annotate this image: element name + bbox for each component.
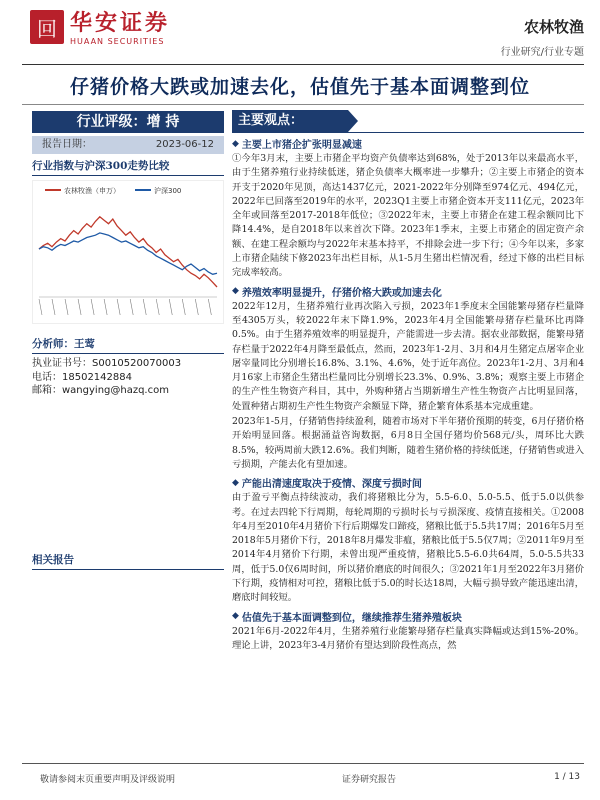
title-divider [22, 104, 584, 105]
rating-banner [32, 111, 224, 133]
report-type: 行业研究/行业专题 [500, 47, 584, 58]
section-heading [232, 475, 584, 490]
chart-title: 行业指数与沪深300走势比较 [32, 158, 224, 176]
logo-mark-icon: 回 [30, 10, 64, 44]
diamond-bullet-icon: ◆ [232, 477, 239, 488]
section-paragraph: 由于盈亏平衡点持续波动，我们将猪粮比分为，5.5-6.0、5.0-5.5、低于5.0以供参考。在过去四轮下行周期，每轮周期的亏损时长与亏损深度、疫情直接相关。①2008年4月至2010年4月猪价下行后期爆发口蹄疫，猪粮比低于5.5共17周；2016年5月至2018年5月猪价下行，2018年8月爆发非瘟，猪粮比低于5.5仅7周；②2011年9月至2014年4月猪价下行期，未曾出现严重疫情，猪粮比5.5-6.0共64周，5.0-5.5共33周，低于5.0仅6周时间，所以猪价磨底的时间很久；③2021年1月至2022年3月猪价下行期，疫情相对可控，猪粮比低于5.0的时长达18周，大幅亏损导致产能迅速出清，磨底时间较短。 [232, 492, 585, 604]
sections-container [232, 136, 584, 653]
section-heading-text: 估值先于基本面调整到位，继续推荐生猪养殖板块 [241, 612, 462, 624]
date-value: 2023-06-12 [155, 139, 214, 150]
index-comparison-chart [32, 180, 224, 324]
footer-disclaimer: 敬请参阅末页重要声明及评级说明 [40, 775, 176, 785]
diamond-bullet-icon: ◆ [232, 286, 239, 297]
header-right [501, 16, 584, 58]
report-date-bar [32, 136, 224, 154]
footer-divider [22, 763, 584, 764]
x-tick-mark [117, 299, 120, 315]
x-tick-mark [169, 299, 172, 315]
footer-page-number: 1 / 13 [554, 772, 580, 782]
license-number: 执业证书号：S0010520070003 [32, 358, 182, 369]
x-tick-mark [156, 299, 159, 315]
report-title: 仔猪价格大跌或加速去化，估值先于基本面调整到位 [69, 76, 530, 98]
section-heading-text: 主要上市猪企扩张明显减速 [241, 140, 362, 151]
view-divider [232, 132, 584, 133]
industry-name: 农林牧渔 [523, 18, 584, 36]
diamond-bullet-icon: ◆ [232, 611, 239, 622]
x-tick-mark [78, 299, 81, 315]
section-heading [232, 136, 584, 151]
left-sidebar [32, 108, 224, 398]
diamond-bullet-icon: ◆ [232, 138, 239, 149]
footer-report-label: 证券研究报告 [342, 775, 397, 785]
analyst-info [32, 357, 224, 398]
x-tick-mark [104, 299, 107, 315]
company-logo [30, 10, 170, 56]
x-tick-mark [65, 299, 68, 315]
section-heading [232, 284, 584, 299]
email-address[interactable]: 邮箱：wangying@hazq.com [32, 385, 169, 396]
x-tick-mark [195, 299, 198, 315]
section-paragraph: 2021年6月-2022年4月，生猪养殖行业能繁母猪存栏量真实降幅或达到15%-20%。理论上讲，2023年3-4月猪价有望达到阶段性高点，然 [232, 625, 584, 651]
section-paragraph: 2022年12月，生猪养殖行业再次陷入亏损，2023年1季度末全国能繁母猪存栏量降至4305万头，较2022年末下降1.9%，2023年4月全国能繁母猪存栏量环比再降0.5%。由于生猪养殖效率的明显提升，产能需进一步去清。据农业部数据，能繁母猪存栏量于2022年4月降至最低点，然而，2023年1-2月、3月和4月生猪定点屠宰企业屠宰量同比分别增长16.8%、3.1%、4.6%，处于近年高位。2023年1-2月、3月和4月16家上市猪企生猪出栏量同比分别增长23.3%、0.9%、3.8%；观察主要上市猪企的生产性生物资产科目，其中，外购种猪占当期新增生产性生物资产占比明显回落，处置种猪占期初生产性生物资产余额显下降，猪企繁育体系基本完成重建。 [232, 300, 584, 412]
section-heading [232, 609, 584, 624]
main-view-title: 主要观点： [232, 110, 348, 132]
logo-english-name: HUAAN SECURITIES [70, 37, 165, 46]
section-heading-text: 养殖效率明显提升，仔猪价格大跌或加速去化 [241, 287, 442, 299]
x-tick-mark [39, 299, 42, 315]
x-tick-mark [52, 299, 55, 315]
series-line [39, 217, 217, 287]
section-paragraph: ①今年3月末，主要上市猪企平均资产负债率达到68%，处于2013年以来最高水平，由于生猪养殖行业持续低迷，猪企负债率大概率进一步攀升；②主要上市猪企的资本开支于2020年见顶，高达1437亿元，2021-2022年分别降至974亿元、494亿元，2022年已回落至2019年的水平，2023Q1主要上市猪企资本开支111亿元，2023年全年或回落至2017-2018年低位；③2022年末，主要上市猪企在建工程余额同比下降14.4%，是自2018年以来首次下降。2023年1季末，主要上市猪企的固定资产余额、在建工程余额均与2022年末基本持平，不排除会进一步下行；④今年以来，多家上市猪企陆续下修2023年出栏目标，从1-5月生猪出栏情况看，经过下修的出栏目标完成率较高。 [232, 153, 584, 279]
section-paragraph: 2023年1-5月，仔猪销售持续盈利，随着市场对下半年猪价预期的转变，6月仔猪价格开始明显回落。根据涌益咨询数据，6月8日全国仔猪均价568元/头，周环比大跌8.5%，较两周前大跌12.6%。我们判断，随着生猪价格的持续低迷，仔猪销售或进入亏损期，产能去化有望加速。 [232, 416, 584, 470]
header-divider [22, 64, 584, 65]
x-tick-mark [208, 299, 211, 315]
date-label: 报告日期： [42, 139, 92, 150]
x-tick-mark [143, 299, 146, 315]
x-tick-mark [182, 299, 185, 315]
x-tick-mark [130, 299, 133, 315]
analyst-title: 分析师：王莺 [32, 336, 224, 354]
legend-label: 农林牧渔（申万） [64, 187, 120, 195]
rating-label: 行业评级： [76, 114, 147, 130]
chart-svg [33, 181, 223, 321]
phone-number: 电话：18502142884 [32, 371, 132, 383]
rating-value: 增 持 [146, 114, 180, 130]
logo-chinese-name: 华安证券 [70, 10, 171, 36]
related-reports-title: 相关报告 [32, 552, 224, 570]
legend-label: 沪深300 [154, 187, 182, 195]
x-tick-mark [91, 299, 94, 315]
main-content [232, 110, 584, 653]
section-heading-text: 产能出清速度取决于疫情、深度亏损时间 [241, 479, 422, 491]
